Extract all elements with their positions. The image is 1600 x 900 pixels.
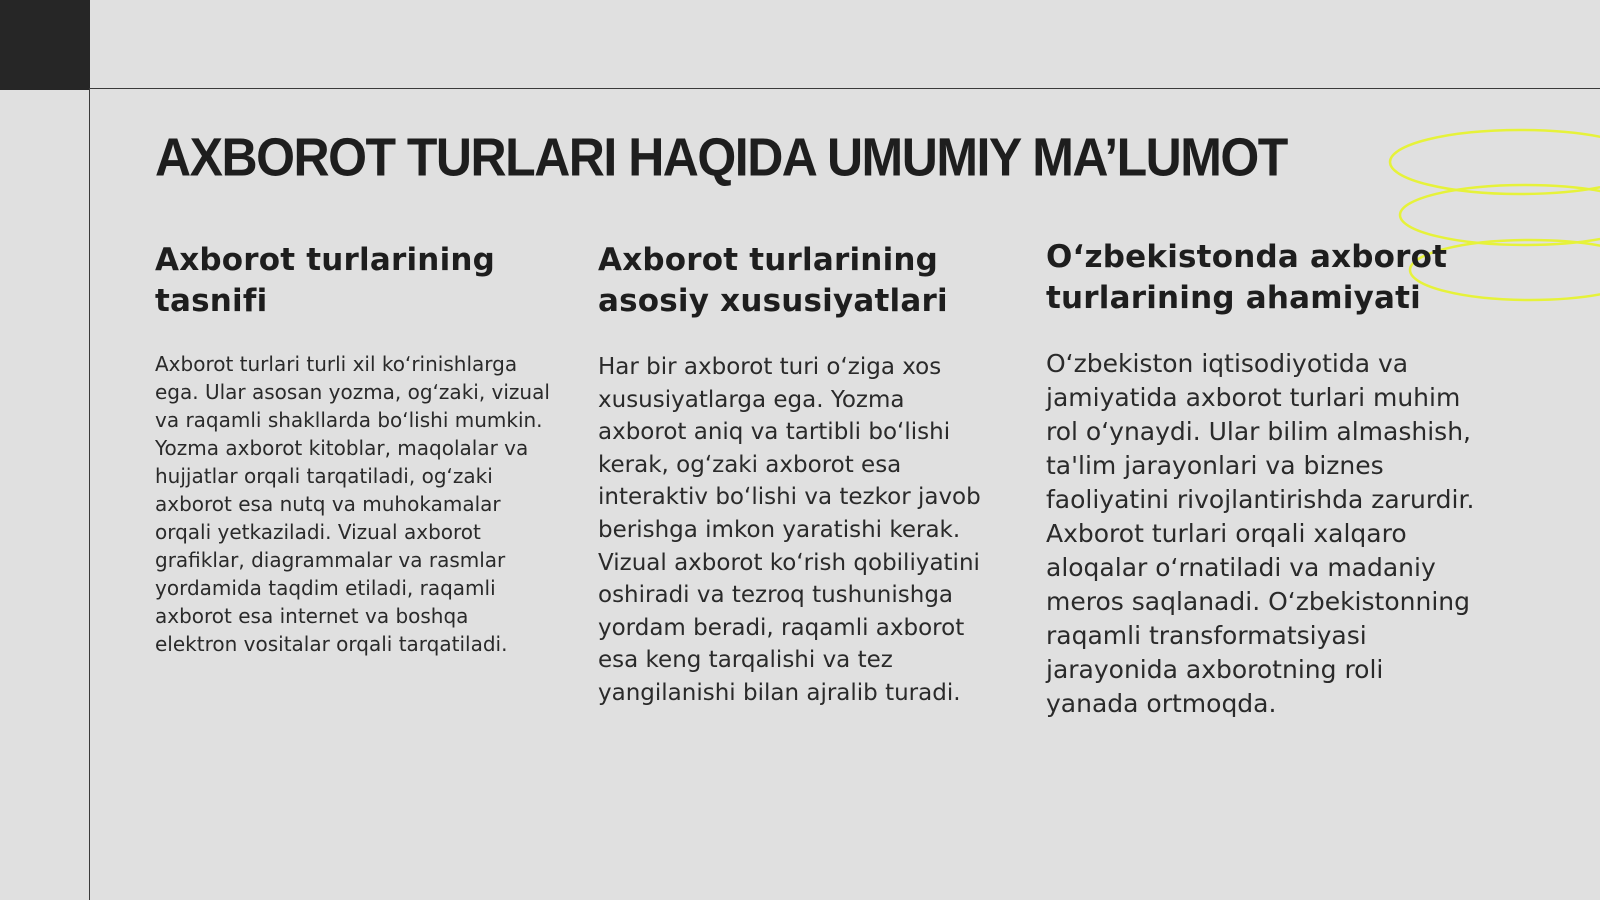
column-body: Har bir axborot turi oʻziga xos xususiyatlarga ega. Yozma axborot aniq va tartibli boʻlishi kerak, ogʻzaki axborot esa interaktiv boʻlishi va tezkor javob berishga imkon yaratishi kerak. Vizual axborot koʻrish qobiliyatini oshiradi va tezroq tushunishga yordam beradi, raqamli axborot esa keng tarqalishi va tez yangilanishi bilan ajralib turadi.	[598, 354, 981, 706]
column-body: Oʻzbekiston iqtisodiyotida va jamiyatida axborot turlari muhim rol oʻynaydi. Ular bilim almashish, ta'lim jarayonlari va biznes faoliyatini rivojlantirishda zarurdir. Axborot turlari orqali xalqaro aloqalar oʻrnatiladi va madaniy meros saqlanadi. Oʻzbekistonning raqamli transformatsiyasi jarayonida axborotning roli yanada ortmoqda.	[1046, 349, 1475, 718]
corner-block	[0, 0, 90, 90]
top-divider	[90, 88, 1600, 89]
left-divider	[89, 88, 90, 900]
slide-title: AXBOROT TURLARI HAQIDA UMUMIY MA’LUMOT	[155, 126, 1287, 188]
column-heading: O‘zbekistonda axborot turlarining ahamiyati	[1046, 239, 1448, 316]
column-heading: Axborot turlarining asosiy xususiyatlari	[598, 242, 948, 319]
column-heading: Axborot turlarining tasnifi	[155, 242, 496, 319]
column-classification	[155, 240, 555, 658]
column-features	[598, 240, 1008, 710]
column-importance	[1046, 237, 1486, 721]
column-body: Axborot turlari turli xil koʻrinishlarga ega. Ular asosan yozma, ogʻzaki, vizual va raqamli shakllarda boʻlishi mumkin. Yozma axborot kitoblar, maqolalar va hujjatlar orqali tarqatiladi, ogʻzaki axborot esa nutq va muhokamalar orqali yetkaziladi. Vizual axborot grafiklar, diagrammalar va rasmlar yordamida taqdim etiladi, raqamli axborot esa internet va boshqa elektron vositalar orqali tarqatiladi.	[155, 352, 550, 656]
